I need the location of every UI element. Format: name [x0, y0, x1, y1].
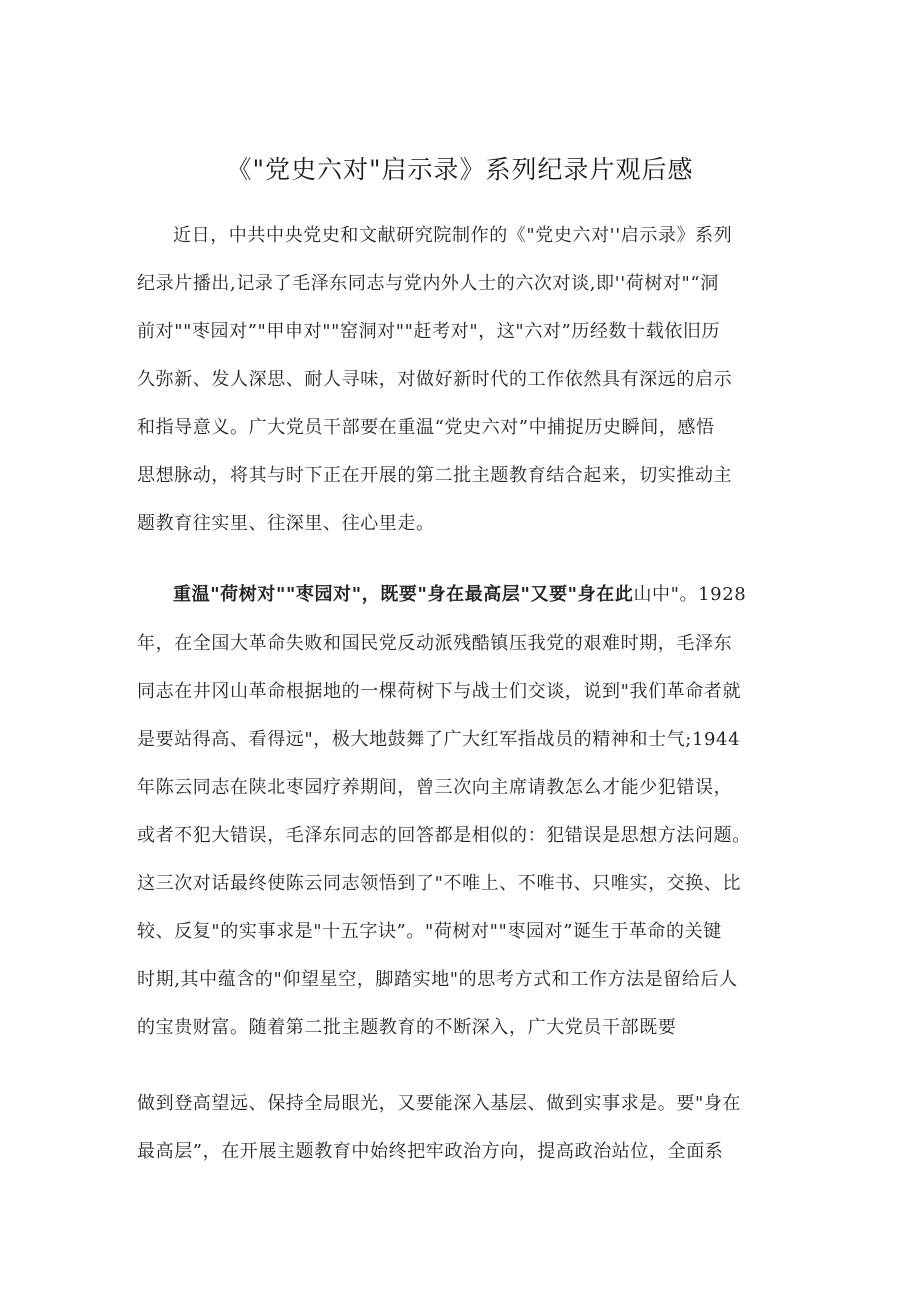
section-heading-rest: 山中"。1928	[633, 584, 747, 605]
paragraph-3-line: 做到登高望远、保持全局眼光，又要能深入基层、做到实事求是。要"身在	[137, 1093, 742, 1114]
paragraph-2-line: 较、反复"的实事求是"十五字诀”。"荷树对""枣园对”诞生于革命的关键	[137, 921, 722, 942]
paragraph-2-line: 年陈云同志在陕北枣园疗养期间，曾三次向主席请教怎么才能少犯错误，	[137, 777, 733, 798]
paragraph-1-line: 近日，中共中央党史和文献研究院制作的《"党史六对''启示录》系列	[173, 225, 733, 246]
paragraph-2-line: 年，在全国大革命失败和国民党反动派残酷镇压我党的艰难时期，毛泽东	[137, 633, 733, 654]
paragraph-1-line: 和指导意义。广大党员干部要在重温“党史六对”中捕捉历史瞬间，感悟	[137, 417, 715, 438]
paragraph-1-line: 前对""枣园对”"甲申对""窑洞对""赶考对"，这"六对”历经数十载依旧历	[137, 321, 721, 342]
paragraph-1-line: 久弥新、发人深思、耐人寻味，对做好新时代的工作依然具有深远的启示	[137, 369, 733, 390]
paragraph-2-line: 这三次对话最终使陈云同志领悟到了"不唯上、不唯书、只唯实，交换、比	[137, 873, 742, 894]
document-title: 《"党史六对"启示录》系列纪录片观后感	[226, 155, 694, 184]
paragraph-2-line: 同志在井冈山革命根据地的一棵荷树下与战士们交谈，说到"我们革命者就	[137, 681, 742, 702]
paragraph-1-line: 纪录片播出,记录了毛泽东同志与党内外人士的六次对谈,即''荷树对"“洞	[137, 273, 719, 294]
paragraph-2-line: 的宝贵财富。随着第二批主题教育的不断深入，广大党员干部既要	[137, 1017, 677, 1038]
paragraph-2-line: 或者不犯大错误，毛泽东同志的回答都是相似的：犯错误是思想方法问题。	[137, 825, 751, 846]
paragraph-1-line: 题教育往实里、往深里、往心里走。	[137, 513, 435, 534]
paragraph-1-line: 思想脉动，将其与时下正在开展的第二批主题教育结合起来，切实推动主	[137, 465, 733, 486]
section-heading: 重温"荷树对""枣园对"，既要"身在最高层"又要"身在此	[173, 584, 634, 605]
paragraph-3-line: 最高层”，在开展主题教育中始终把牢政治方向，提高政治站位，全面系	[137, 1141, 724, 1162]
paragraph-2-line: 是要站得高、看得远"，极大地鼓舞了广大红军指战员的精神和士气;1944	[137, 729, 741, 750]
paragraph-2-line: 时期,其中蕴含的"仰望星空，脚踏实地"的思考方式和工作方法是留给后人	[137, 969, 738, 990]
paragraph-2-first-line	[173, 580, 803, 610]
